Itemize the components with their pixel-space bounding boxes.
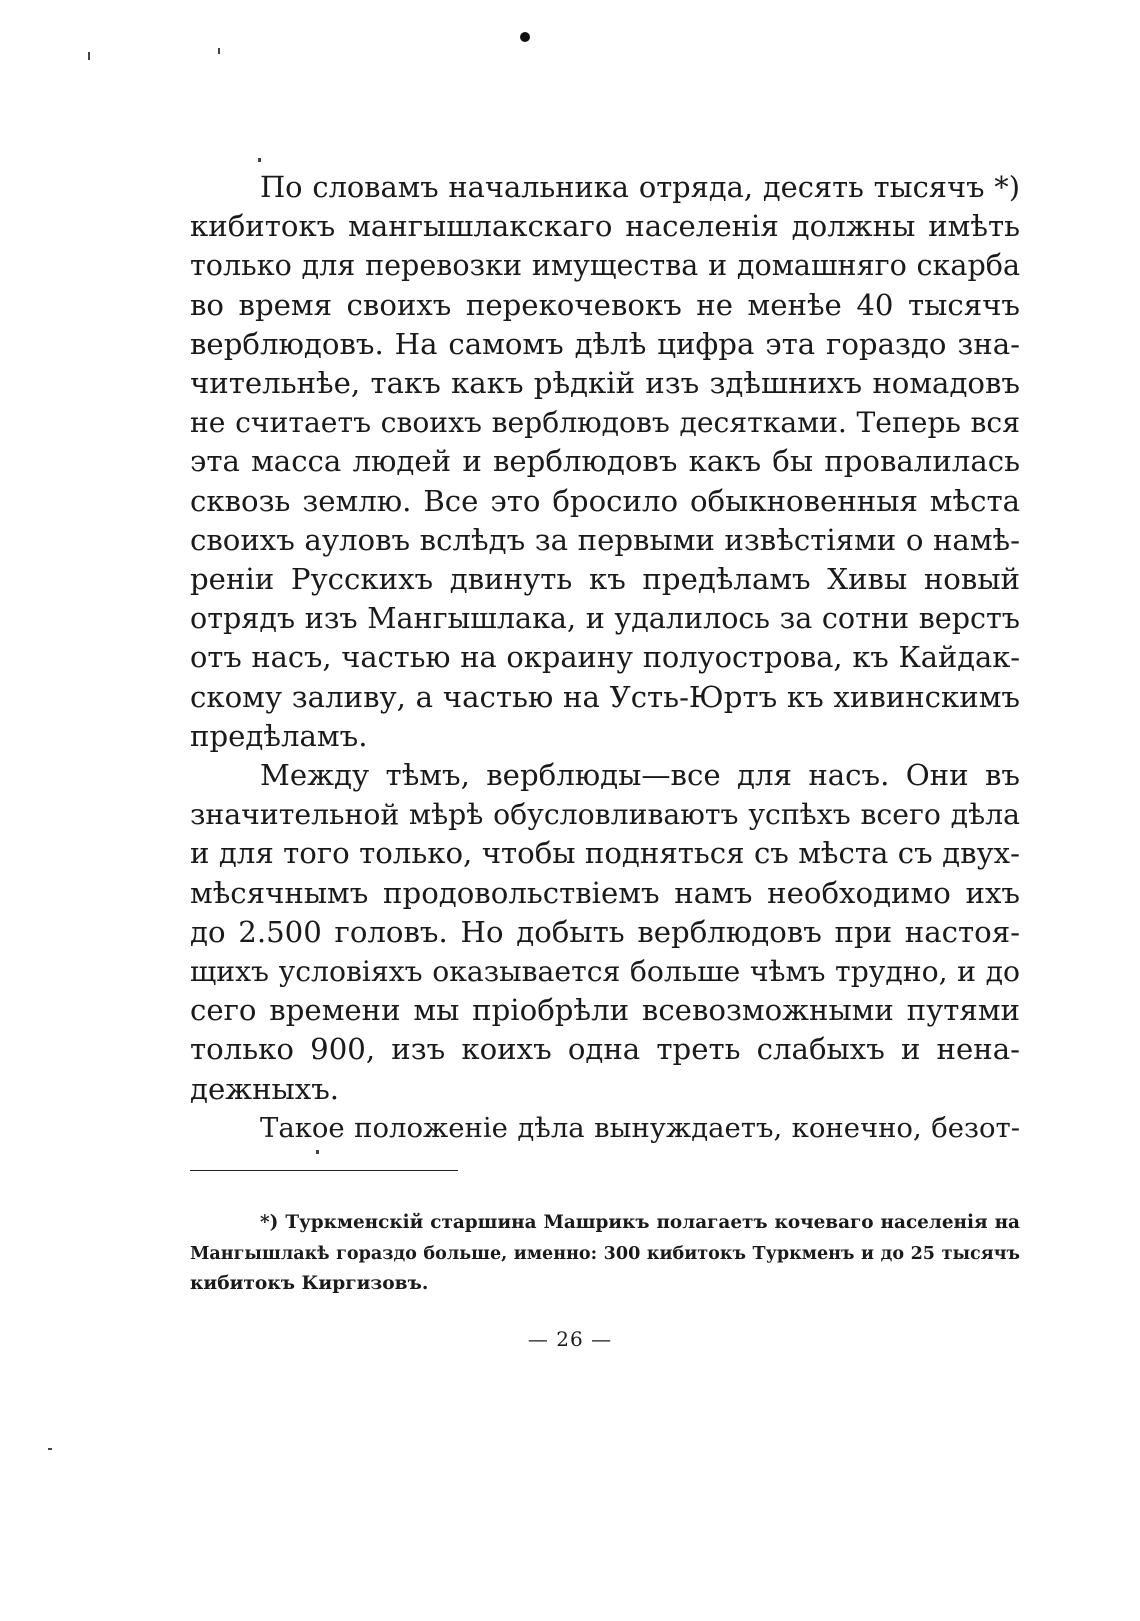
text-line: реніи Русскихъ двинуть къ предѣламъ Хивы новый — [190, 562, 1020, 597]
text-line: кибитокъ мангышлакскаго населенія должны имѣть — [190, 209, 1020, 244]
text-line: Такое положеніе дѣла вынуждаетъ, конечно, безот- — [260, 1111, 1020, 1144]
footnote-line: Мангышлакѣ гораздо больше, именно: 300 кибитокъ Туркменъ и до 25 тысячъ — [190, 1243, 1020, 1264]
text-line: только 900, изъ коихъ одна треть слабыхъ и нена- — [190, 1032, 1020, 1067]
text-line: значительной мѣрѣ обусловливаютъ успѣхъ всего дѣла — [190, 798, 1020, 832]
body-text — [190, 168, 1020, 1148]
paper-speck — [88, 52, 90, 60]
text-line: отрядъ изъ Мангышлака, и удалилось за сотни верстъ — [190, 601, 1020, 636]
footnote-line: *) Туркменскій старшина Машрикъ полагаетъ кочеваго населенія на — [260, 1212, 1020, 1233]
text-line: отъ насъ, частью на окраину полуострова, къ Кайдак- — [190, 640, 1020, 675]
page-number: — 26 — — [527, 1327, 613, 1351]
text-line: только для перевозки имущества и домашняго скарба — [190, 248, 1020, 283]
paper-speck — [48, 1448, 52, 1450]
text-line: верблюдовъ. На самомъ дѣлѣ цифра эта гораздо зна- — [190, 326, 1020, 361]
text-line: эта масса людей и верблюдовъ какъ бы провалилась — [190, 444, 1020, 479]
text-line: своихъ ауловъ вслѣдъ за первыми извѣстіями о намѣ- — [190, 522, 1020, 557]
text-line: сего времени мы пріобрѣли всевозможными путями — [190, 993, 1020, 1028]
text-line: сквозь землю. Все это бросило обыкновенныя мѣста — [190, 483, 1020, 518]
footnote-line: кибитокъ Киргизовъ. — [190, 1273, 429, 1294]
text-line: не считаетъ своихъ верблюдовъ десятками. Теперь вся — [190, 406, 1020, 440]
text-line: Между тѣмъ, верблюды—все для насъ. Они въ — [260, 758, 1020, 793]
paper-speck — [258, 158, 261, 162]
text-line: чительнѣе, такъ какъ рѣдкій изъ здѣшнихъ номадовъ — [190, 366, 1020, 401]
printer-mark-dot — [520, 32, 530, 42]
paper-speck — [316, 1150, 319, 1154]
text-line: скому заливу, а частью на Усть-Юртъ къ хивинскимъ — [190, 679, 1020, 714]
text-line: дежныхъ. — [190, 1071, 340, 1106]
paper-speck — [218, 48, 220, 54]
text-line: щихъ условіяхъ оказывается больше чѣмъ трудно, и до — [190, 955, 1020, 989]
text-line: По словамъ начальника отряда, десять тысячъ *) — [260, 170, 1020, 204]
footnote — [190, 1208, 1020, 1300]
text-line: во время своихъ перекочевокъ не менѣе 40 тысячъ — [190, 287, 1020, 322]
text-line: до 2.500 головъ. Но добыть верблюдовъ при настоя- — [190, 914, 1020, 949]
text-line: предѣламъ. — [190, 718, 368, 753]
text-line: и для того только, чтобы подняться съ мѣста съ двух- — [190, 836, 1020, 871]
footnote-divider — [190, 1170, 458, 1171]
text-line: мѣсячнымъ продовольствіемъ намъ необходимо ихъ — [190, 875, 1020, 910]
